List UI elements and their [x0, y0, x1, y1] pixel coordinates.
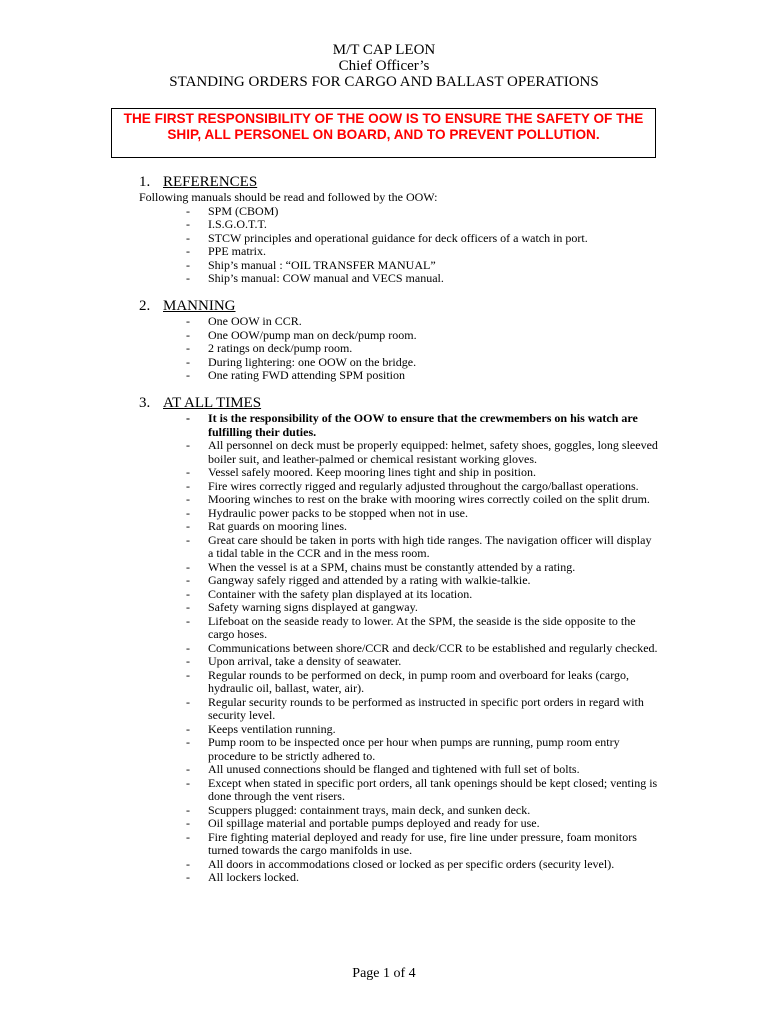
- author-line: Chief Officer’s: [338, 58, 430, 74]
- bullet-dash: -: [186, 735, 190, 749]
- bullet-dash: -: [186, 203, 190, 218]
- list-item: [139, 272, 659, 286]
- bullet-dash: -: [186, 532, 190, 547]
- list-item-text: Fire fighting material deployed and ready for use, fire line under pressure, foam monitors turned towards the cargo manifolds in use.: [208, 829, 637, 857]
- list-item-text: One rating FWD attending SPM position: [208, 368, 405, 382]
- list-item-text: Hydraulic power packs to be stopped when not in use.: [208, 505, 468, 520]
- safety-warning-text: THE FIRST RESPONSIBILITY OF THE OOW IS TO ENSURE THE SAFETY OF THE SHIP, ALL PERSONEL ON BOARD, AND TO PREVENT POLLUTION.: [123, 111, 644, 142]
- bullet-dash: -: [186, 559, 190, 574]
- list-item: [139, 329, 659, 343]
- safety-warning-box: [111, 108, 656, 158]
- list-item: [139, 615, 659, 642]
- bullet-dash: -: [186, 411, 190, 425]
- bullet-dash: -: [186, 667, 190, 682]
- list-item-text: Safety warning signs displayed at gangway.: [208, 600, 418, 614]
- list-item: [139, 871, 659, 885]
- list-item: [139, 588, 659, 602]
- list-item: [139, 466, 659, 480]
- list-item: [139, 601, 659, 615]
- list-item: [139, 534, 659, 561]
- bullet-dash: -: [186, 694, 190, 709]
- list-item-text: One OOW in CCR.: [208, 314, 302, 328]
- list-item: [139, 315, 659, 329]
- list-item: [139, 245, 659, 259]
- bullet-dash: -: [186, 829, 190, 844]
- list-item-text: Container with the safety plan displayed at its location.: [208, 586, 473, 601]
- bullet-dash: -: [186, 368, 190, 382]
- list-item-text: Lifeboat on the seaside ready to lower. At the SPM, the seaside is the side opposite to the cargo hoses.: [208, 613, 636, 641]
- list-item-text: Fire wires correctly rigged and regularly adjusted throughout the cargo/ballast operations.: [208, 478, 639, 493]
- list-item: [139, 232, 659, 246]
- list-item: [139, 763, 659, 777]
- bullet-dash: -: [186, 257, 190, 272]
- section-title: MANNING: [163, 298, 236, 314]
- list-item-text: SPM (CBOM): [208, 203, 279, 218]
- list-item-text: Ship’s manual: COW manual and VECS manual.: [208, 271, 444, 285]
- list-item: [139, 342, 659, 356]
- list-item: [139, 669, 659, 696]
- bullet-dash: -: [186, 586, 190, 601]
- bullet-dash: -: [186, 217, 190, 231]
- list-item: [139, 480, 659, 494]
- page-number: Page 1 of 4: [352, 966, 416, 981]
- bullet-dash: -: [186, 762, 190, 776]
- list-item-text: It is the responsibility of the OOW to ensure that the crewmembers on his watch are fulfilling their duties.: [208, 411, 638, 439]
- bullet-dash: -: [186, 816, 190, 830]
- list-item-text: PPE matrix.: [208, 244, 267, 258]
- list-item-text: All doors in accommodations closed or locked as per specific orders (security level).: [208, 856, 615, 871]
- references-list: [139, 205, 659, 286]
- bullet-dash: -: [186, 775, 190, 790]
- section-manning: [139, 298, 659, 383]
- list-item: [139, 561, 659, 575]
- list-item: [139, 858, 659, 872]
- section-title: AT ALL TIMES: [163, 395, 262, 411]
- bullet-dash: -: [186, 438, 190, 452]
- section-heading: [139, 174, 659, 191]
- section-at-all-times: [139, 395, 659, 885]
- vessel-name: M/T CAP LEON: [332, 42, 436, 58]
- list-item-text: Regular rounds to be performed on deck, in pump room and overboard for leaks (cargo, hydraulic oil, ballast, water, air).: [208, 667, 629, 695]
- list-item-text: All personnel on deck must be properly equipped: helmet, safety shoes, goggles, long sleeved boiler suit, and leather-palmed or chemical resistant working gloves.: [208, 438, 658, 466]
- list-item-text: Vessel safely moored. Keep mooring lines tight and ship in position.: [208, 465, 536, 479]
- list-item-text: STCW principles and operational guidance for deck officers of a watch in port.: [208, 230, 588, 245]
- bullet-dash: -: [186, 354, 190, 369]
- section-title: REFERENCES: [163, 174, 258, 190]
- section-heading: [139, 298, 659, 315]
- at-all-times-list: [139, 412, 659, 885]
- list-item-text: All lockers locked.: [208, 870, 299, 884]
- section-heading: [139, 395, 659, 412]
- list-item: [139, 804, 659, 818]
- list-item-text: Scuppers plugged: containment trays, main deck, and sunken deck.: [208, 802, 531, 817]
- list-item-text: One OOW/pump man on deck/pump room.: [208, 327, 417, 342]
- list-item-text: Great care should be taken in ports with high tide ranges. The navigation officer will display a tidal table in the CCR and in the mess room.: [208, 532, 652, 560]
- bullet-dash: -: [186, 230, 190, 245]
- bullet-dash: -: [186, 613, 190, 628]
- list-item: [139, 412, 659, 439]
- list-item-text: Upon arrival, take a density of seawater.: [208, 654, 402, 668]
- section-references: [139, 174, 659, 286]
- list-item-text: All unused connections should be flanged and tightened with full set of bolts.: [208, 762, 580, 776]
- list-item: [139, 642, 659, 656]
- bullet-dash: -: [186, 465, 190, 479]
- list-item: [139, 356, 659, 370]
- list-item: [139, 439, 659, 466]
- list-item: [139, 493, 659, 507]
- bullet-dash: -: [186, 341, 190, 355]
- bullet-dash: -: [186, 492, 190, 506]
- section-number: 3.: [139, 395, 151, 411]
- list-item-text: Keeps ventilation running.: [208, 721, 336, 736]
- bullet-dash: -: [186, 654, 190, 668]
- list-item: [139, 723, 659, 737]
- list-item: [139, 696, 659, 723]
- document-title: STANDING ORDERS FOR CARGO AND BALLAST OPERATIONS: [169, 74, 599, 90]
- list-item-text: Except when stated in specific port orders, all tank openings should be kept closed; venting is done through the vent risers.: [208, 775, 658, 803]
- list-item: [139, 520, 659, 534]
- list-item-text: Oil spillage material and portable pumps deployed and ready for use.: [208, 816, 540, 830]
- list-item: [139, 574, 659, 588]
- section-intro: Following manuals should be read and followed by the OOW:: [139, 190, 438, 204]
- bullet-dash: -: [186, 271, 190, 285]
- bullet-dash: -: [186, 600, 190, 614]
- manning-list: [139, 315, 659, 383]
- section-number: 1.: [139, 174, 151, 190]
- list-item-text: When the vessel is at a SPM, chains must be constantly attended by a rating.: [208, 559, 576, 574]
- list-item-text: Rat guards on mooring lines.: [208, 519, 347, 533]
- bullet-dash: -: [186, 505, 190, 520]
- list-item: [139, 218, 659, 232]
- list-item: [139, 655, 659, 669]
- bullet-dash: -: [186, 870, 190, 884]
- bullet-dash: -: [186, 721, 190, 736]
- bullet-dash: -: [186, 244, 190, 258]
- list-item-text: I.S.G.O.T.T.: [208, 217, 267, 231]
- list-item: [139, 736, 659, 763]
- bullet-dash: -: [186, 856, 190, 871]
- list-item-text: Gangway safely rigged and attended by a rating with walkie-talkie.: [208, 573, 531, 587]
- list-item: [139, 831, 659, 858]
- section-number: 2.: [139, 298, 151, 314]
- list-item: [139, 777, 659, 804]
- bullet-dash: -: [186, 327, 190, 342]
- list-item-text: Ship’s manual : “OIL TRANSFER MANUAL”: [208, 257, 436, 272]
- bullet-dash: -: [186, 640, 190, 655]
- list-item: [139, 817, 659, 831]
- bullet-dash: -: [186, 802, 190, 817]
- bullet-dash: -: [186, 478, 190, 493]
- list-item: [139, 507, 659, 521]
- bullet-dash: -: [186, 314, 190, 328]
- list-item-text: Regular security rounds to be performed as instructed in specific port orders in regard with security level.: [208, 694, 644, 722]
- document-header: [0, 42, 768, 90]
- bullet-dash: -: [186, 573, 190, 587]
- list-item: [139, 369, 659, 383]
- list-item: [139, 205, 659, 219]
- list-item: [139, 259, 659, 273]
- list-item-text: Mooring winches to rest on the brake with mooring wires correctly coiled on the split drum.: [208, 492, 650, 506]
- list-item-text: Pump room to be inspected once per hour when pumps are running, pump room entry procedure to be strictly adhered to.: [208, 735, 620, 763]
- list-item-text: 2 ratings on deck/pump room.: [208, 341, 353, 355]
- bullet-dash: -: [186, 519, 190, 533]
- list-item-text: During lightering: one OOW on the bridge.: [208, 354, 417, 369]
- list-item-text: Communications between shore/CCR and deck/CCR to be established and regularly checked.: [208, 640, 658, 655]
